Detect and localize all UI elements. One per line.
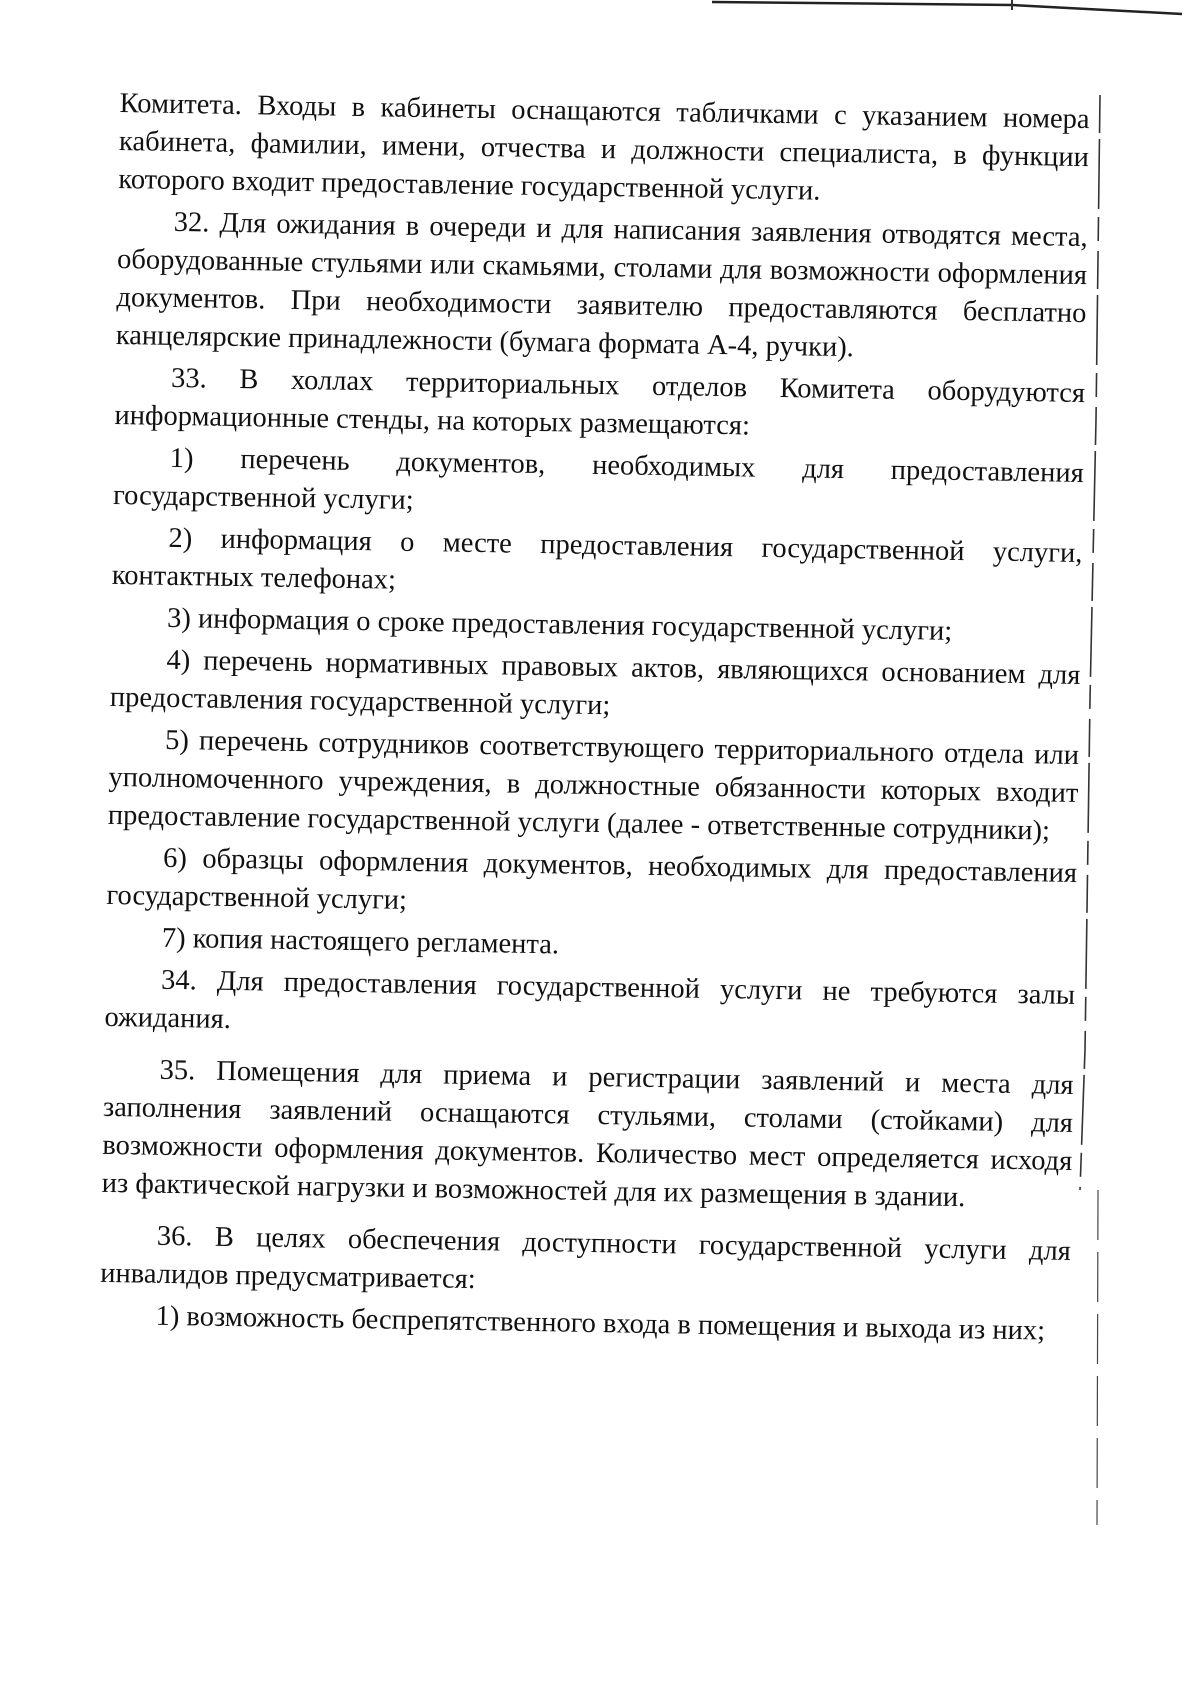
paragraph-35: 35. Помещения для приема и регистрации заявлений и места для заполнения заявлений оснащаются стульями, столами (стойками) для возможности оформления документов. Количество мест определяется исходя из фактической нагрузки и возможностей для их размещения в здании. (101, 1054, 1074, 1214)
list-item-33-1: 1) перечень документов, необходимых для предоставления государственной услуги; (112, 442, 1084, 516)
list-item-33-3: 3) информация о сроке предоставления государственной услуги; (166, 602, 953, 647)
scan-top-border (712, 0, 1182, 16)
paragraph-36: 36. В целях обеспечения доступности государственной услуги для инвалидов предусматривается: (100, 1220, 1072, 1296)
list-item-33-4: 4) перечень нормативных правовых актов, являющихся основанием для предоставления государственной услуги; (109, 644, 1081, 722)
paragraph-32: 32. Для ожидания в очереди и для написания заявления отводятся места, оборудованные стульями или скамьями, столами для возможности оформления документов. При необходимости заявителю предоставляются бесплатно канцелярские принадлежности (бумага формата А-4, ручки). (115, 206, 1088, 364)
paragraph-34: 34. Для предоставления государственной услуги не требуются залы ожидания. (104, 964, 1076, 1035)
list-item-33-2: 2) информация о месте предоставления государственной услуги, контактных телефонах; (111, 522, 1083, 596)
paragraph-33: 33. В холлах территориальных отделов Комитета оборудуются информационные стенды, на которых размещаются: (114, 362, 1086, 442)
document-body (99, 85, 1090, 1355)
list-item-33-7: 7) копия настоящего регламента. (161, 922, 560, 961)
list-item-33-6: 6) образцы оформления документов, необходимых для предоставления государственной услуги; (106, 842, 1078, 916)
list-item-36-1: 1) возможность беспрепятственного входа в помещения и выхода из них; (155, 1300, 1046, 1347)
list-item-33-5: 5) перечень сотрудников соответствующего территориального отдела или уполномоченного учреждения, в должностные обязанности которых входит предоставление государственной услуги (далее - ответственные сотрудники); (107, 724, 1080, 847)
paragraph-committee-entrances: Комитета. Входы в кабинеты оснащаются табличками с указанием номера кабинета, фамилии, имени, отчества и должности специалиста, в функции которого входит предоставление государственной услуги. (118, 87, 1090, 207)
